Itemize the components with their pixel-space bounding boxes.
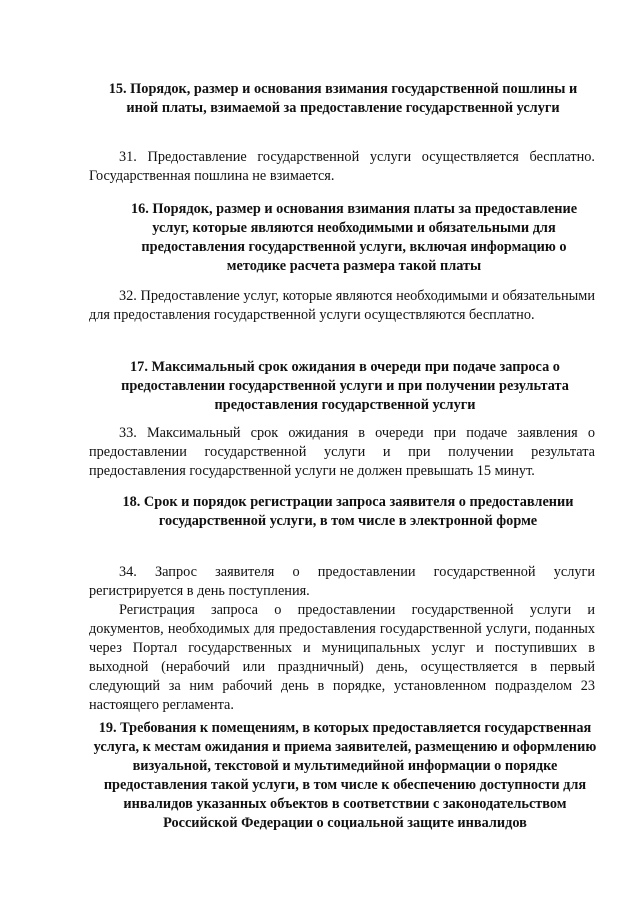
section-heading-19: 19. Требования к помещениям, в которых предоставляется государственная услуга, к местам ожидания и приема заявителей, размещению и оформлению визуальной, текстовой и мультимедийной информации о порядке предоставления такой услуги, в том числе к обеспечению доступности для инвалидов указанных объектов в соответствии с законодательством Российской Федерации о социальной защите инвалидов	[93, 720, 597, 831]
paragraph-34-continued: Регистрация запроса о предоставлении государственной услуги и документов, необходимых для предоставления государственной услуги, поданных через Портал государственных и муниципальных услуг и поступивших в выходной (нерабочий или праздничный) день, осуществляется в первый следующий за ним рабочий день в порядке, установленном подразделом 23 настоящего регламента.	[89, 602, 595, 713]
section-heading-16: 16. Порядок, размер и основания взимания платы за предоставление услуг, которые являются необходимыми и обязательными для предоставления государственной услуги, включая информацию о методике расчета размера такой платы	[130, 201, 578, 274]
section-heading-15: 15. Порядок, размер и основания взимания государственной пошлины и иной платы, взимаемой за предоставление государственной услуги	[108, 81, 578, 116]
paragraph-31: 31. Предоставление государственной услуги осуществляется бесплатно. Государственная пошлина не взимается.	[89, 149, 595, 184]
paragraph-34: 34. Запрос заявителя о предоставлении государственной услуги регистрируется в день поступления.	[89, 564, 595, 599]
paragraph-33: 33. Максимальный срок ожидания в очереди при подаче заявления о предоставлении государственной услуги и при получении результата предоставления государственной услуги не должен превышать 15 минут.	[89, 425, 595, 479]
paragraph-32: 32. Предоставление услуг, которые являются необходимыми и обязательными для предоставления государственной услуги осуществляются бесплатно.	[89, 288, 595, 323]
section-heading-17: 17. Максимальный срок ожидания в очереди при подаче запроса о предоставлении государственной услуги и при получении результата предоставления государственной услуги	[121, 359, 569, 413]
section-heading-18: 18. Срок и порядок регистрации запроса заявителя о предоставлении государственной услуги, в том числе в электронной форме	[122, 494, 574, 529]
